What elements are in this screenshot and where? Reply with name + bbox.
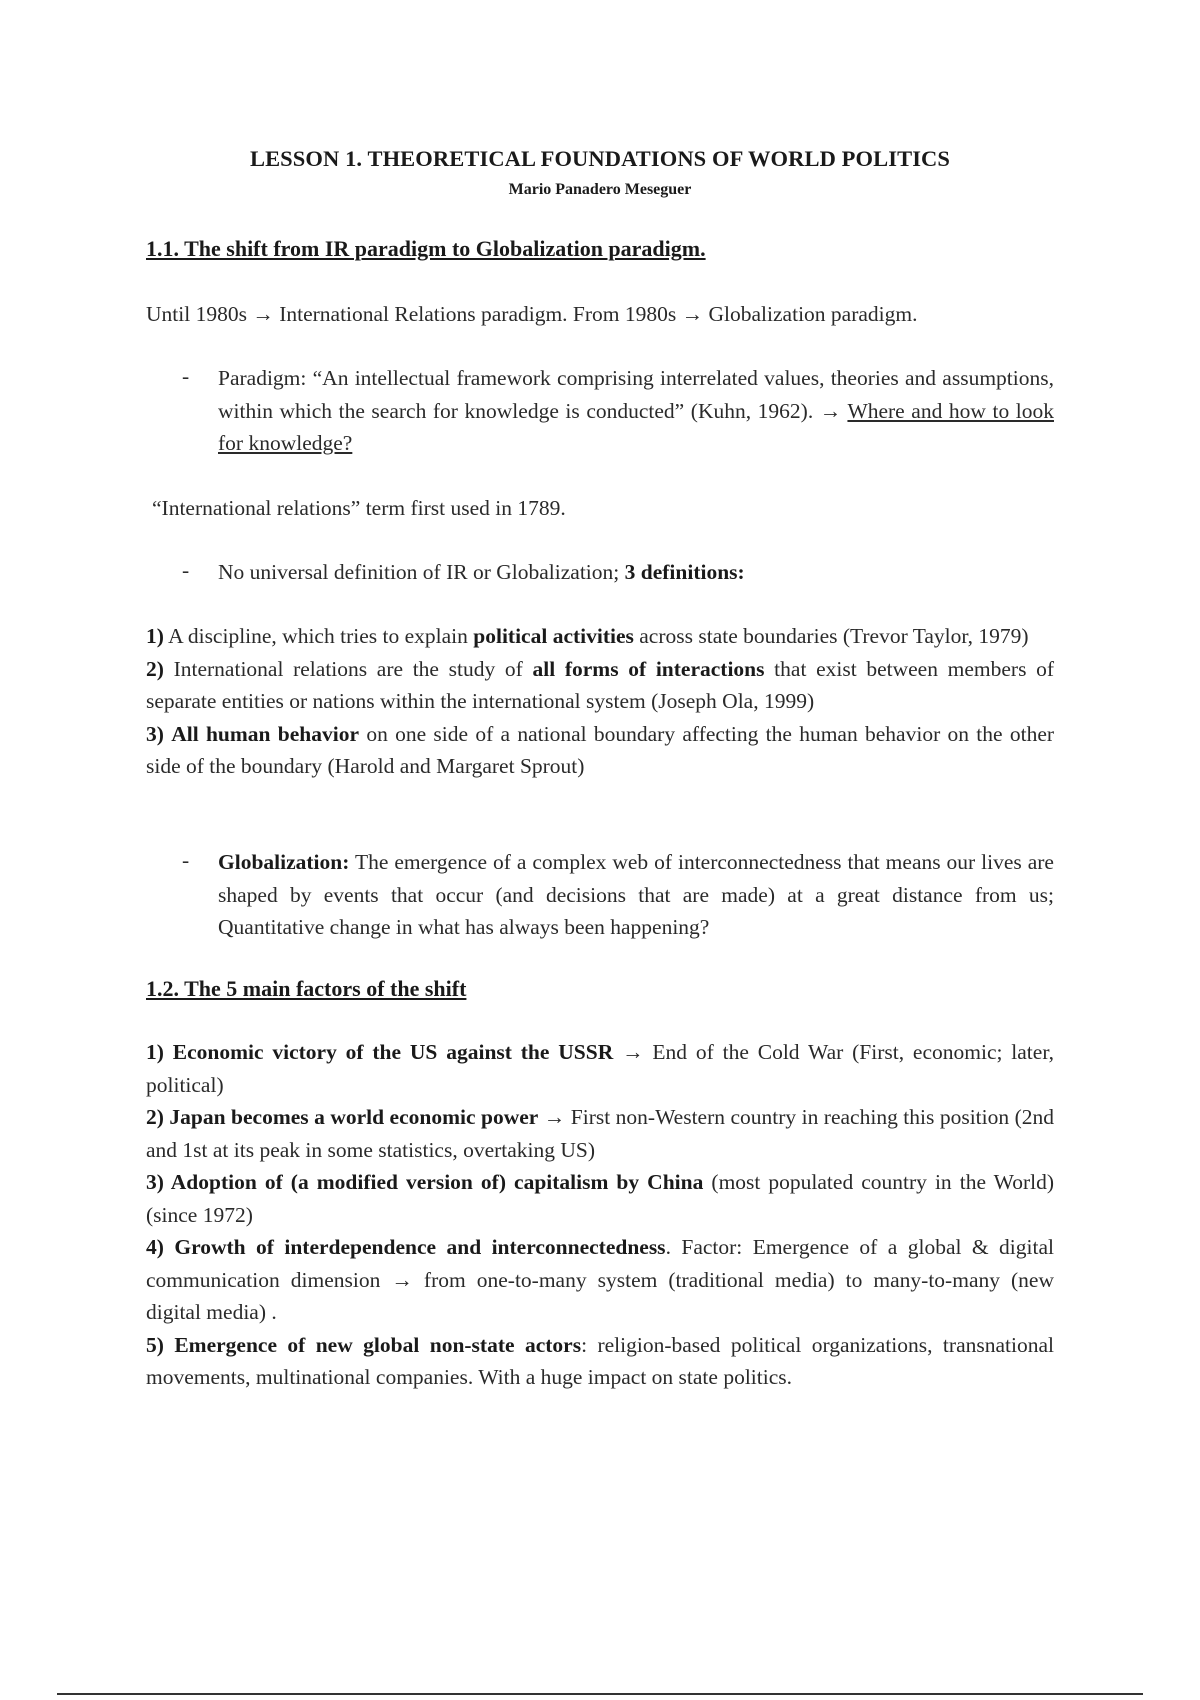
definition-item: 3) All human behavior on one side of a national boundary affecting the human behavior on the other side of the boundary (Harold and Margaret Sprout) (146, 721, 1055, 778)
ir-term-paragraph: “International relations” term first used in 1789. (152, 496, 566, 520)
section-heading-1-2: 1.2. The 5 main factors of the shift (146, 976, 467, 1001)
definitions-list (146, 620, 1054, 783)
factors-list (146, 1036, 1054, 1394)
bullet-dash: - (182, 558, 190, 582)
paradigm-definition: Paradigm: “An intellectual framework comprising interrelated values, theories and assumptions, within which the search for knowledge is conducted” (Kuhn, 1962). → (218, 366, 1054, 423)
definitions-bullet (218, 556, 1054, 589)
page-bottom-rule (57, 1693, 1143, 1695)
section-heading-1-1: 1.1. The shift from IR paradigm to Globalization paradigm. (146, 236, 706, 261)
knowledge-question-link: Where and how to look for knowledge? (218, 398, 1054, 455)
paradigm-bullet (218, 362, 1054, 460)
bullet-dash: - (182, 364, 190, 388)
author-name: Mario Panadero Meseguer (508, 181, 692, 198)
globalization-label: Globalization: (218, 850, 350, 874)
factor-item: 5) Emergence of new global non-state actors: religion-based political organizations, transnational movements, multinational companies. With a huge impact on state politics. (146, 1332, 1054, 1389)
bullet-dash: - (182, 848, 190, 872)
factor-item: 4) Growth of interdependence and interconnectedness. Factor: Emergence of a global & digital communication dimension → from one-to-many system (traditional media) to many-to-many (new digital media) . (146, 1235, 1054, 1324)
globalization-definition: The emergence of a complex web of interconnectedness that means our lives are shaped by events that occur (and decisions that are made) at a great distance from us; Quantitative change in what has always been happening? (218, 850, 1054, 939)
definition-item: 2) International relations are the study of all forms of interactions that exist between members of separate entities or nations within the international system (Joseph Ola, 1999) (146, 656, 1055, 713)
definitions-intro: No universal definition of IR or Globalization; (218, 560, 620, 584)
factor-item: 1) Economic victory of the US against the USSR → End of the Cold War (First, economic; later, political) (146, 1040, 1054, 1097)
definitions-count: 3 definitions: (624, 560, 745, 584)
factor-item: 2) Japan becomes a world economic power → First non-Western country in reaching this position (2nd and 1st at its peak in some statistics, overtaking US) (146, 1105, 1054, 1162)
globalization-bullet (218, 846, 1054, 944)
definition-item: 1) A discipline, which tries to explain political activities across state boundaries (Trevor Taylor, 1979) (146, 624, 1029, 648)
intro-paragraph: Until 1980s → International Relations paradigm. From 1980s → Globalization paradigm. (146, 302, 918, 326)
document-title: LESSON 1. THEORETICAL FOUNDATIONS OF WORLD POLITICS (249, 146, 951, 171)
factor-item: 3) Adoption of (a modified version of) capitalism by China (most populated country in the World) (since 1972) (146, 1170, 1055, 1227)
